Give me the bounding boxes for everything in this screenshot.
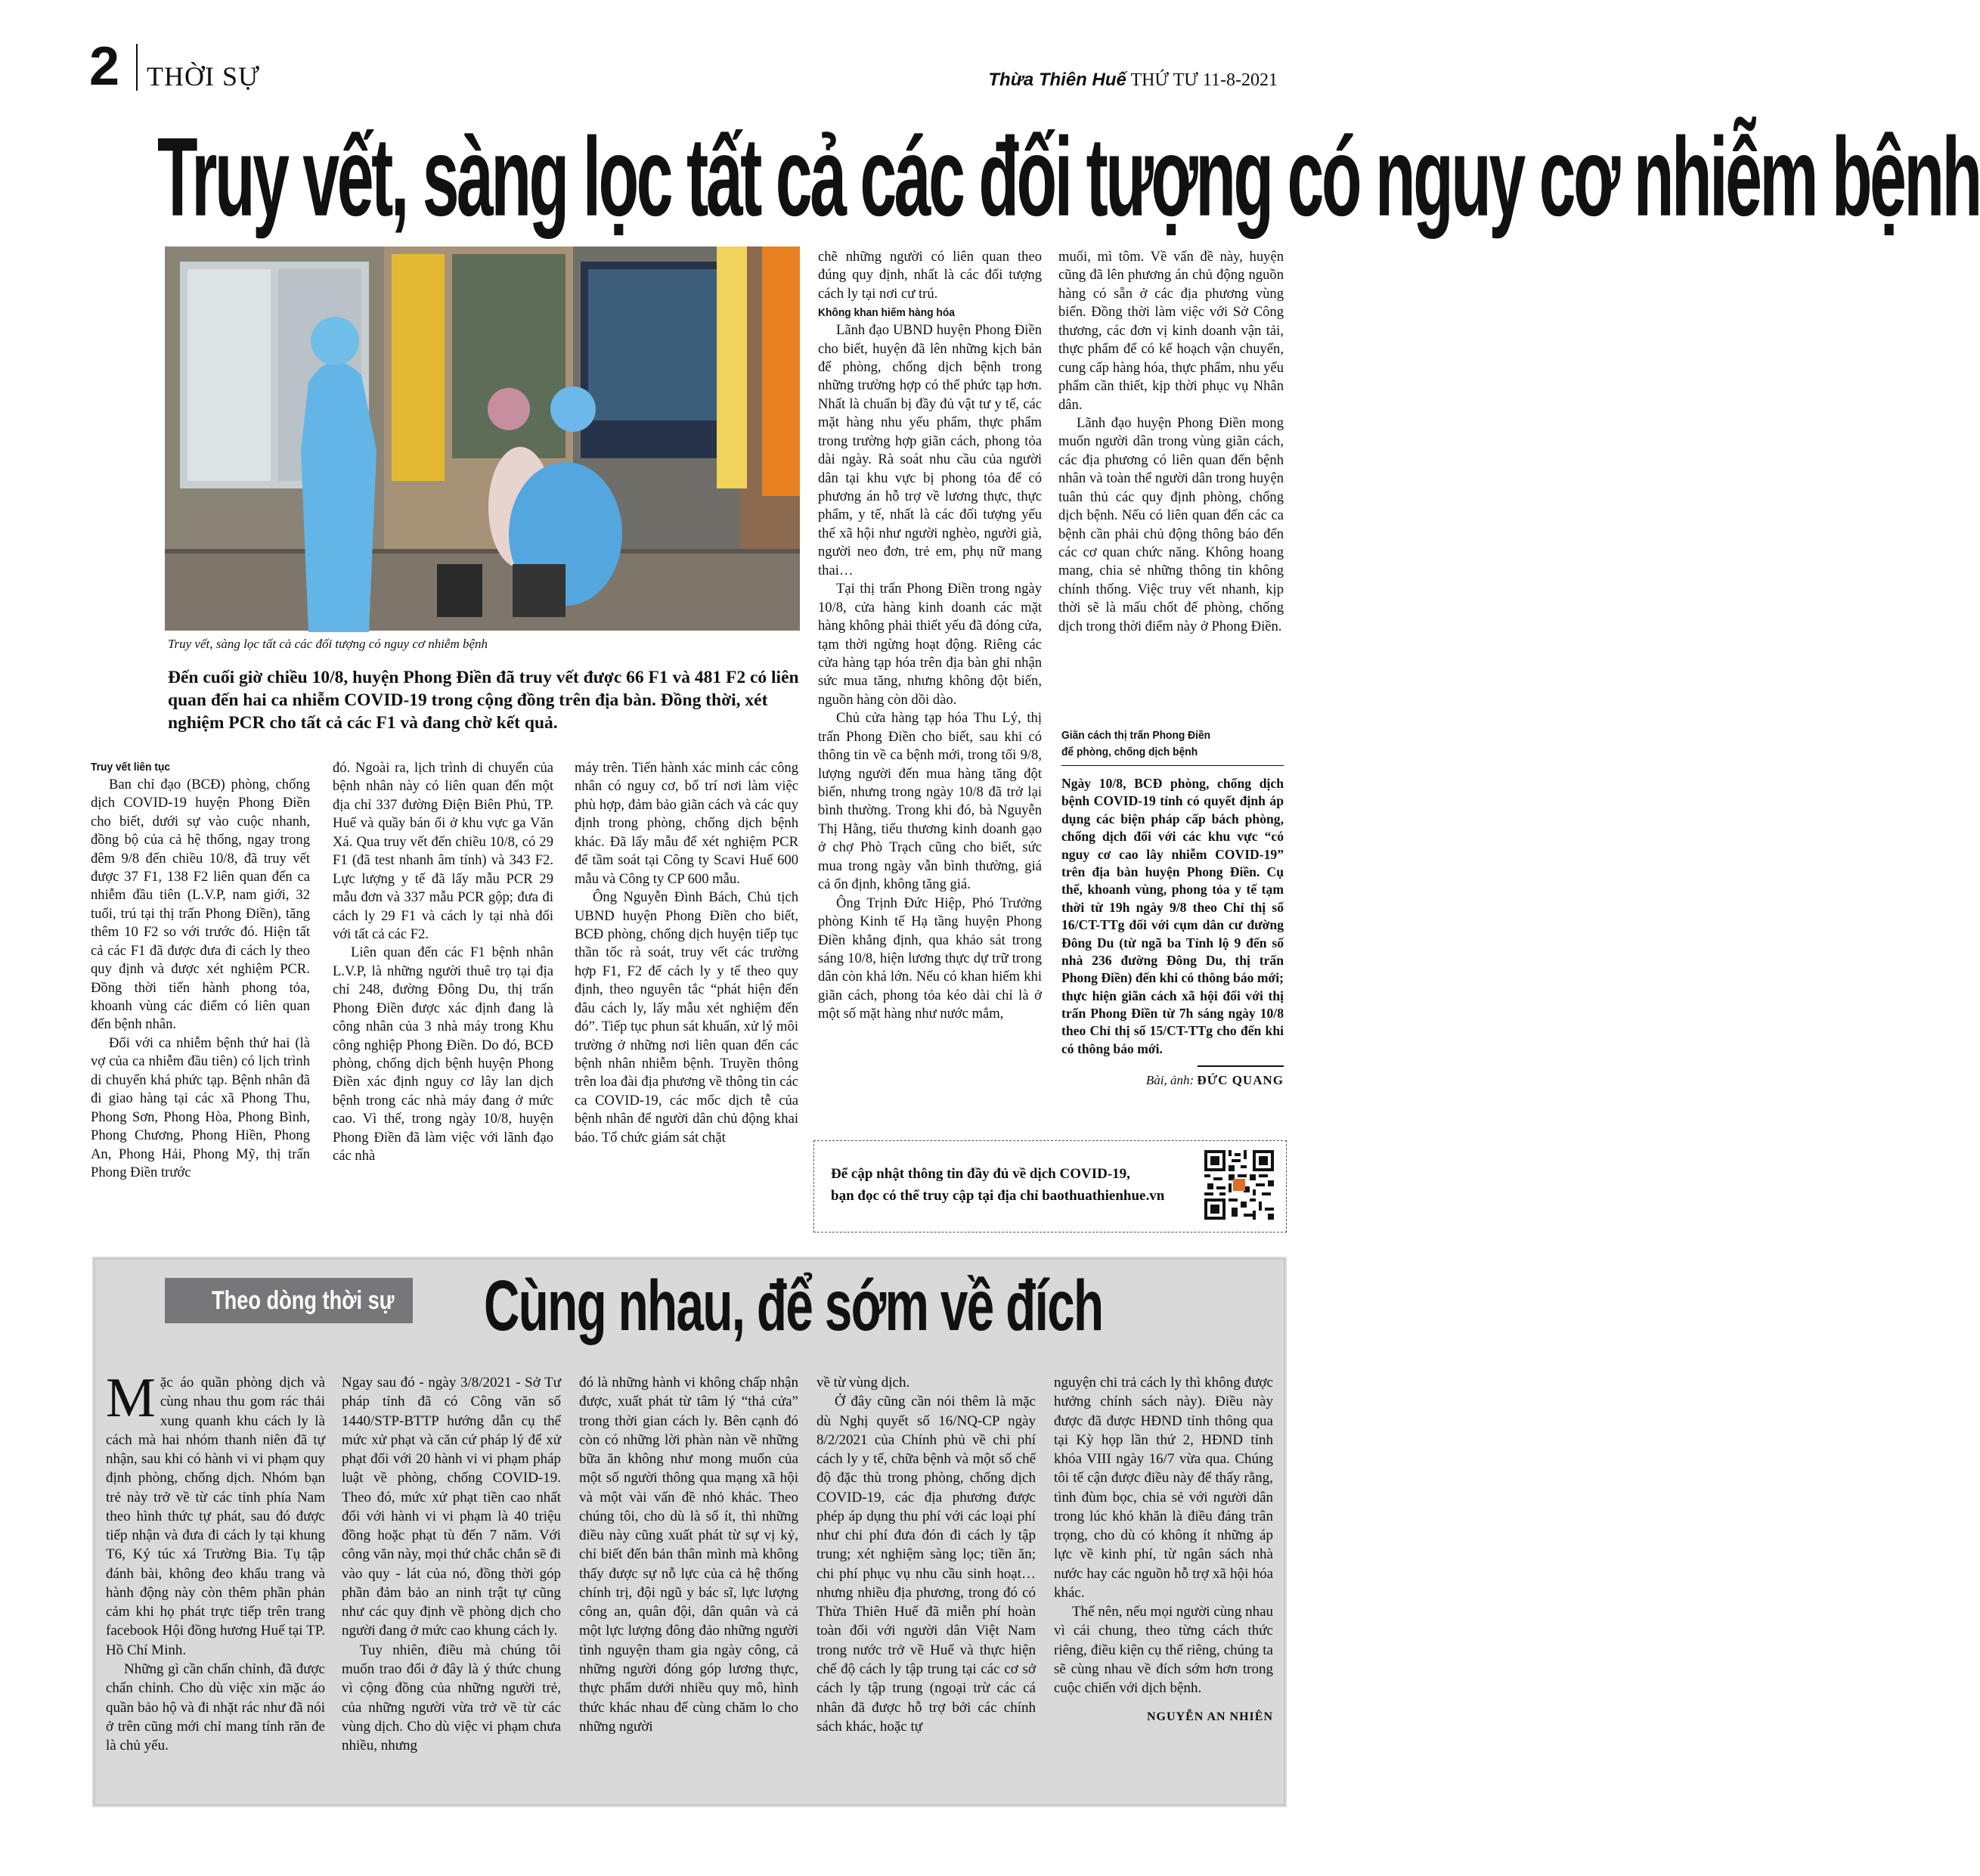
info-box — [813, 1140, 1287, 1233]
byline-rule — [1198, 1065, 1284, 1067]
commentary-column-2 — [342, 1373, 561, 1755]
paragraph: Ông Trịnh Đức Hiệp, Phó Trưởng phòng Kinh tế Hạ tầng huyện Phong Điền khẳng định, qua khảo sát trong sáng 10/8, hiện lương thực dự trữ trong dân còn khá lớn. Nếu có khan hiếm khi giãn cách, phong tỏa kéo dài chỉ là ở một số mặt hàng như nước mắm, — [818, 895, 1042, 1022]
article-headline: Truy vết, sàng lọc tất cả các đối tượng có nguy cơ nhiễm bệnh — [157, 114, 1980, 240]
commentary-column-5 — [1054, 1373, 1273, 1725]
section-name: THỜI SỰ — [147, 61, 260, 91]
info-line: Để cập nhật thông tin đầy đủ về dịch COVID-19, — [831, 1166, 1130, 1182]
article-column-1 — [91, 759, 310, 1182]
article-photo — [165, 247, 800, 631]
paragraph: về từ vùng dịch. — [816, 1375, 910, 1391]
paragraph: Mặc áo quần phòng dịch và cùng nhau thu gom rác thải xung quanh khu cách ly là cách mà hai nhóm thanh niên đã tự nhận, sau khi có hành vi vi phạm quy định phòng, chống dịch. Nhóm bạn trẻ này trở về từ các tỉnh phía Nam theo hình thức tự phát, sau đó được tiếp nhận và đưa đi cách ly tại khung T6, Ký túc xá Trường Bia. Tụ tập đánh bài, không đeo khẩu trang và hành động này còn thêm phần phản cảm khi họ phát trực tiếp trên trang facebook Hội đồng hương Huế tại TP. Hồ Chí Minh. — [106, 1367, 325, 1658]
paragraph: Liên quan đến các F1 bệnh nhân L.V.P, là những người thuê trọ tại địa chỉ 248, đường Đông Du, thị trấn Phong Điền được xác định đang là công nhân của 3 nhà máy trong Khu công nghiệp Phong Điền. Do đó, BCĐ phòng, chống dịch bệnh huyện Phong Điền xác định nguy cơ lây lan dịch bệnh trong các nhà máy đang ở mức cao. Vì thế, trong ngày 10/8, huyện Phong Điền đã làm việc với lãnh đạo các nhà — [333, 944, 553, 1164]
paragraph: Lãnh đạo huyện Phong Điền mong muốn người dân trong vùng giãn cách, các địa phương có liên quan đến bệnh nhân và toàn thể người dân trong huyện tuân thủ các quy định phòng, chống dịch bệnh. Nếu có liên quan đến các ca bệnh cần phải chủ động thông báo đến các cơ quan chức năng. Không hoang mang, chia sẻ những thông tin không chính thống. Việc truy vết nhanh, kịp thời sẽ là mấu chốt để phòng, chống dịch trong thời điểm này ở Phong Điền. — [1058, 414, 1284, 634]
sidebar-title: để phòng, chống dịch bệnh — [1061, 745, 1198, 758]
paragraph: Tuy nhiên, điều mà chúng tôi muốn trao đổi ở đây là ý thức chung vì cộng đồng của những người trẻ, của những người vừa trở về từ các vùng dịch. Cho dù việc vi phạm chưa nhiều, nhưng — [342, 1642, 561, 1754]
paragraph: Đối với ca nhiễm bệnh thứ hai (là vợ của ca nhiễm đầu tiên) có lịch trình di chuyển khá phức tạp. Bệnh nhân đã đi giao hàng tại các xã Phong Thu, Phong Sơn, Phong Hòa, Phong Bình, Phong Chương, Phong Hiền, Phong An, Phong Hải, Phong Mỹ, thị trấn Phong Điền trước — [91, 1034, 310, 1180]
paragraph: Ngay sau đó - ngày 3/8/2021 - Sở Tư pháp tỉnh đã có Công văn số 1440/STP-BTTP hướng dẫn cụ thể mức xử phạt và căn cứ pháp lý để xử phạt đối với 20 hành vi vi phạm pháp luật về phòng, chống COVID-19. Theo đó, mức xử phạt tiền cao nhất đối với hành vi vi phạm là 40 triệu đồng hoặc phạt tù đến 7 năm. Với công văn này, mọi thứ chắc chắn sẽ đi vào quy - lát của nó, đồng thời góp phần đảm bảo an ninh trật tự cũng như các quy định về phòng dịch cho người đang ở mức cao khung cách ly. — [342, 1375, 561, 1639]
drop-cap: M — [106, 1367, 156, 1429]
column-tag: Theo dòng thời sự — [165, 1278, 413, 1323]
paragraph: đó là những hành vi không chấp nhận được, xuất phát từ tâm lý “thả cửa” trong thời gian cách ly. Bên cạnh đó còn có những lời phàn nàn về những bữa ăn không như mong muốn của một số người thông qua mạng xã hội và một vài vấn đề nhỏ khác. Theo chúng tôi, cho dù là số ít, thì những điều này cũng xuất phát từ sự vị kỷ, chỉ biết đến bản thân mình mà không thấy được sự nỗ lực của cả hệ thống chính trị, đội ngũ y bác sĩ, lực lượng công an, quân đội, dân quân và cả một lực lượng đông đảo những người tình nguyện tham gia ngày công, cả những người đóng góp lương thực, thực phẩm dưới nhiều quy mô, hình thức khác nhau để cùng chăm lo cho những người — [579, 1375, 798, 1735]
qr-code-icon[interactable] — [1204, 1150, 1274, 1220]
commentary-column-3 — [579, 1373, 798, 1736]
paragraph: Ông Nguyễn Đình Bách, Chủ tịch UBND huyện Phong Điền cho biết, BCĐ phòng, chống dịch huyện tiếp tục thần tốc rà soát, truy vết các trường hợp F1, F2 để cách ly y tế theo quy định, theo nguyên tắc “phát hiện đến đâu cách ly, lấy mẫu xét nghiệm đến đó”. Tiếp tục phun sát khuẩn, xử lý môi trường ở những nơi liên quan đến các bệnh nhân nhiễm bệnh. Truyền thông trên loa đài địa phương về thông tin các ca COVID-19, các mốc dịch tễ của bệnh nhân để người dân chủ động khai báo. Tổ chức giám sát chặt — [575, 889, 798, 1146]
sidebar-box — [1061, 727, 1284, 1088]
photo-caption: Truy vết, sàng lọc tất cả các đối tượng có nguy cơ nhiễm bệnh — [168, 637, 488, 651]
paragraph: chẽ những người có liên quan theo đúng quy định, nhất là các đối tượng cách ly tại nơi cư trú. — [818, 249, 1042, 302]
paragraph: Lãnh đạo UBND huyện Phong Điền cho biết, huyện đã lên những kịch bản để phòng, chống dịch bệnh trong những trường hợp có thể phức tạp hơn. Nhất là chuẩn bị đầy đủ vật tư y tế, các mặt hàng nhu yếu phẩm, thực phẩm trong trường hợp giãn cách, phong tỏa dài ngày. Rà soát nhu cầu của người dân tại khu vực bị phong tỏa để có phương án hỗ trợ về lương thực, thực phẩm, y tế, nhất là các đối tượng yếu thế xã hội như người nghèo, người già, người neo đơn, trẻ em, phụ nữ mang thai… — [818, 322, 1042, 578]
paragraph: Thế nên, nếu mọi người cùng nhau vì cái chung, theo từng cách thức riêng, điều kiện cụ thể riêng, chúng ta sẽ cùng nhau về đích sớm hơn trong cuộc chiến với dịch bệnh. — [1054, 1604, 1273, 1697]
sidebar-text: Ngày 10/8, BCĐ phòng, chống dịch bệnh COVID-19 tỉnh có quyết định áp dụng các biện pháp cấp bách phòng, chống dịch đối với các khu vực “có nguy cơ cao lây nhiễm COVID-19” trên địa bàn huyện Phong Điền. Cụ thể, khoanh vùng, phong tỏa y tế tạm thời từ 19h ngày 9/8 theo Chỉ thị số 16/CT-TTg đối với cụm dân cư đường Đông Du (từ ngã ba Tỉnh lộ 9 đến số nhà 236 đường Đông Du, thị trấn Phong Điền) đến khi có thông báo mới; thực hiện giãn cách xã hội đối với thị trấn Phong Điền từ 7h sáng ngày 10/8 theo Chỉ thị số 15/CT-TTg cho đến khi có thông báo mới. — [1061, 776, 1284, 1056]
byline: Bài, ảnh: ĐỨC QUANG — [1145, 1072, 1284, 1087]
paragraph: Tại thị trấn Phong Điền trong ngày 10/8, cửa hàng kinh doanh các mặt hàng không phải thiết yếu đã đóng cửa, tạm thời ngừng hoạt động. Riêng các cửa hàng tạp hóa trên địa bàn ghi nhận sức mua tăng, nhưng không đột biến, nguồn hàng còn dồi dào. — [818, 581, 1042, 708]
commentary-byline: NGUYỄN AN NHIÊN — [1146, 1710, 1273, 1723]
page-number: 2 — [89, 36, 120, 97]
commentary-column-1 — [106, 1367, 325, 1755]
paragraph: Ở đây cũng cần nói thêm là mặc dù Nghị quyết số 16/NQ-CP ngày 8/2/2021 của Chính phủ về chi phí cách ly y tế, chữa bệnh và một số chế độ đặc thù trong phòng, chống dịch COVID-19, các địa phương được phép áp dụng thu phí với các loại phí như chi phí đưa đón đi cách ly tập trung; xét nghiệm sàng lọc; tiền ăn; chi phí phục vụ nhu cầu sinh hoạt… nhưng nhiều địa phương, trong đó có Thừa Thiên Huế đã miễn phí hoàn toàn đối với người dân Việt Nam trong nước trở về Huế và thực hiện chế độ cách ly tập trung tại các cơ sở cách ly tập trung (ngoại trừ các cá nhân đã được hỗ trợ bởi các chính sách khác, hoặc tự — [816, 1394, 1036, 1735]
masthead-info — [988, 70, 1278, 91]
article-column-2 — [333, 759, 553, 1166]
issue-date: THỨ TƯ 11-8-2021 — [1130, 70, 1278, 90]
paragraph: đó. Ngoài ra, lịch trình di chuyển của bệnh nhân này có liên quan đến một địa chỉ 337 đường Điện Biên Phủ, TP. Huế và quầy bán ổi ở khu vực ga Văn Xá. Qua truy vết đến chiều 10/8, có 29 F1 (đã test nhanh âm tính) và 343 F2. Lực lượng y tế đã lấy mẫu PCR 29 mẫu đơn và 337 mẫu PCR gộp; đưa đi cách ly 29 F1 và cách ly tại nhà đối với tất cả các F2. — [333, 760, 553, 942]
sidebar-rule — [1061, 765, 1284, 767]
article-lead: Đến cuối giờ chiều 10/8, huyện Phong Điền đã truy vết được 66 F1 và 481 F2 có liên quan đến hai ca nhiễm COVID-19 trong cộng đồng trên địa bàn. Đồng thời, xét nghiệm PCR cho tất cả các F1 và đang chờ kết quả. — [168, 668, 799, 733]
paragraph: muối, mì tôm. Về vấn đề này, huyện cũng đã lên phương án chủ động nguồn hàng có sẵn ở các địa phương vùng biển. Đồng thời làm việc với Sở Công thương, các đơn vị kinh doanh vận tải, thực phẩm để có kế hoạch vận chuyển, cung cấp hàng hóa, thực phẩm, nhu yếu phẩm cần thiết, kịp thời phục vụ Nhân dân. — [1058, 249, 1284, 413]
paragraph: nguyện chi trả cách ly thì không được hưởng chính sách này). Điều này được đã được HĐND tỉnh thông qua tại Kỳ họp lần thứ 2, HĐND tỉnh khóa VIII ngày 16/7 vừa qua. Chúng tôi tế cận được điều này để thấy rằng, tình đùm bọc, chia sẻ với người dân trong lúc khó khăn là điều đáng trân trọng, cho dù có không ít những áp lực về kinh phí, từ ngân sách nhà nước hay các nguồn hỗ trợ xã hội hóa khác. — [1054, 1375, 1273, 1601]
info-line: bạn đọc có thể truy cập tại địa chỉ baothuathienhue.vn — [831, 1187, 1165, 1204]
paragraph: Chủ cửa hàng tạp hóa Thu Lý, thị trấn Phong Điền cho biết, sau khi có thông tin về ca bệnh mới, trong tối 9/8, lượng người đến mua hàng tăng đột biến, nhưng trong ngày 10/8 đã trở lại bình thường. Trong khi đó, bà Nguyễn Thị Hằng, tiểu thương kinh doanh gạo ở chợ Phò Trạch cũng cho biết, sức mua trong ngày vẫn bình thường, giá cả ổn định, không tăng giá. — [818, 710, 1042, 893]
subheading: Truy vết liên tục — [91, 761, 171, 774]
paragraph: Những gì cần chấn chỉnh, đã được chấn chỉnh. Cho dù việc xin mặc áo quần bảo hộ và đi nhặt rác như đã nói ở trên cũng mới chỉ mang tính răn đe là chủ yếu. — [106, 1660, 325, 1754]
paper-name: Thừa Thiên Huế — [988, 70, 1126, 90]
paragraph: máy trên. Tiến hành xác minh các công nhân có nguy cơ, bố trí nơi làm việc phù hợp, đảm bảo giãn cách và các quy định trong phòng, chống dịch bệnh khác. Đã lấy mẫu để xét nghiệm PCR để tầm soát tại Công ty Scavi Huế 600 mẫu và Công ty CP 600 mẫu. — [575, 760, 798, 887]
sidebar-title: Giãn cách thị trấn Phong Điền — [1061, 729, 1211, 742]
header-divider — [136, 44, 138, 91]
paragraph: Ban chỉ đạo (BCĐ) phòng, chống dịch COVID-19 huyện Phong Điền cho biết, dưới sự vào cuộc nhanh, đồng bộ của cả hệ thống, ngay trong đêm 9/8 đến chiều 10/8, đã truy vết được 37 F1, 138 F2 liên quan đến ca nhiễm đầu tiên (L.V.P, nam giới, 32 tuổi, trú tại thị trấn Phong Điền), tăng thêm 10 F2 so với trước đó. Hiện tất cả các F1 đã được đưa đi cách ly theo quy định và được xét nghiệm PCR. Đồng thời tiến hành phong tỏa, khoanh vùng các điểm có liên quan đến bệnh nhân. — [91, 776, 310, 1033]
article-column-3 — [575, 759, 798, 1147]
commentary-headline: Cùng nhau, để sớm về đích — [484, 1266, 1103, 1346]
article-column-5 — [1058, 248, 1284, 636]
article-column-4 — [818, 248, 1042, 1024]
subheading: Không khan hiếm hàng hóa — [818, 306, 955, 320]
commentary-column-4 — [816, 1373, 1036, 1736]
